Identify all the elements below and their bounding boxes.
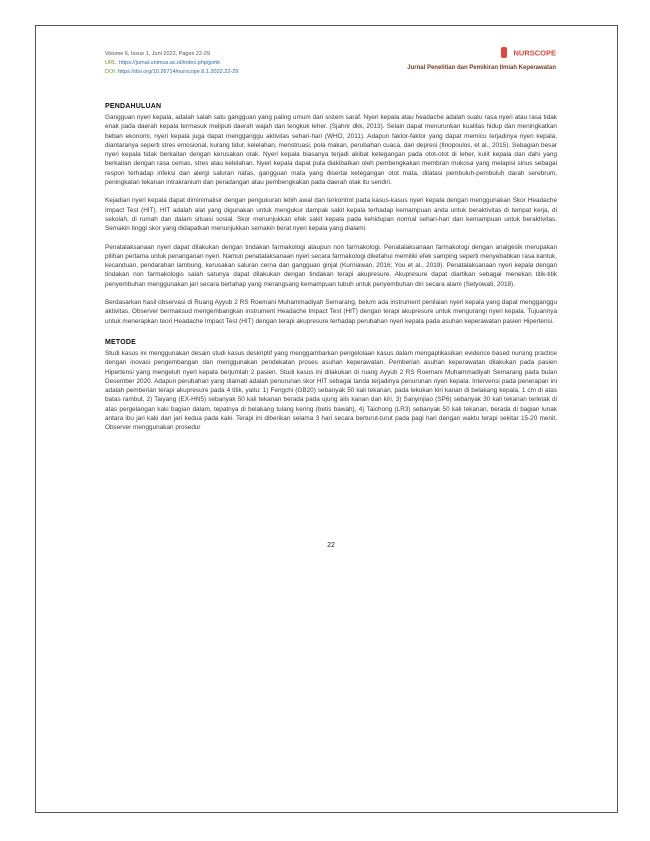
- article-body: [105, 103, 557, 549]
- journal-url-link[interactable]: https://jurnal.unimus.ac.id/index.php/jpmk: [119, 60, 220, 66]
- journal-logo: [346, 44, 556, 62]
- page-number: 22: [327, 542, 335, 549]
- nurscope-logo-icon: [501, 47, 507, 58]
- doi-link[interactable]: https://doi.org/10.26714/nurscope.6.1.2022.22-29: [117, 69, 239, 75]
- paragraph: Berdasarkan hasil observasi di Ruang Ayyub 2 RS Roemani Muhammadiyah Semarang, belum ada instrument penilaian nyeri kepala yang dapat mengganggu aktivitas. Observer bermaksud mengembangkan instrument Headache Impact Test (HIT) dengan terapi akupresure untuk mengurangi nyeri kepala. Tujuannya untuk menerapkan teori Headache Impact Test (HIT) dengan terapi akupresure terhadap perubahan nyeri kepala pada asuhan keperawatan pasien Hipertensi.: [105, 299, 557, 325]
- paragraph: Penatalaksanaan nyeri dapat dilakukan dengan tindakan farmakologi ataupun non farmakologi. Penatalaksanaan farmakologi dengan analgesik merupakan pilihan pertama untuk penanganan nyeri. Namun penatalaksanaan nyeri secara farmakologi diketahui memiliki efek samping seperti menyebabkan rasa kantuk, kecanduan, pendarahan lambung, kerusakan saluran cerna dan gangguan ginjal (Kurniawan, 2016; You et al., 2019). Penatalaksanaan nyeri kepala dengan tindakan non farmakologis salah satunya dapat dilakukan dengan tindakan terapi akupresure. Akupresure dapat diartikan sebagai menekan titik-titik penyembuhan menggunakan jari secara bertahap yang merangsang kemampuan tubuh untuk penyembuhan diri secara alami (Setyowati, 2018).: [105, 243, 557, 288]
- section-heading-pendahuluan: PENDAHULUAN: [105, 103, 162, 110]
- document-page: [35, 25, 618, 813]
- section-heading-metode: METODE: [105, 338, 137, 346]
- journal-name: Jurnal Penelitian dan Pemikiran Ilmiah Keperawatan: [407, 65, 556, 71]
- url-line: [105, 59, 335, 68]
- journal-branding: [346, 44, 556, 71]
- volume-info: Volume 6, Issue 1, Juni 2022, Pages 22-29: [105, 51, 210, 57]
- paragraph: Gangguan nyeri kepala, adalah salah satu gangguan yang paling umum dari sistem saraf. Nyeri kepala atau headache adalah suatu rasa nyeri atau rasa tidak enak pada daerah kepala termasuk meliputi daerah wajah dan tengkuk leher. (Sjahrir dkk, 2013). Selain dapat menurunkan kualitas hidup dan meningkatkan beban ekonomi, nyeri kepala juga dapat mengganggu aktivitas sehari-hari (WHO, 2011). Adapun faktor-faktor yang dapat memicu terjadinya nyeri kepala, diantaranya seperti stres emosional, kurang tidur, kelelahan, menstruasi, pola makan, perubahan cuaca, dan depresi (Ilnopoulos, et al., 2015). Sebagian besar nyeri kepala tidak berkaitan dengan kerusakan otak. Nyeri kepala biasanya terjadi akibat ketegangan pada otot-otot di leher, kulit kepala dan dahi yang berkaitan dengan rasa cemas, stres atau kelelahan. Nyeri kepala dapat pula diakibatkan oleh pembengkakan membran mukosa yang melapisi sinus sebagai respon terhadap infeksi dan alergi saluran nafas, gangguan mata yang disertai ketegangan otot mata, dilatasi pembuluh-pembuluh darah serebrum, peningkatan tekanan intrakranium dan peradangan atau pembengkakan pada daerah otak itu sendiri.: [105, 114, 557, 187]
- paragraph: Kejadian nyeri kepala dapat diminimalisir dengan pengukuran lebih awal dan terkontrol pada kasus-kasus nyeri kepala dengan menggunakan Skor Headache Impact Test (HIT). HIT adalah alat yang digunakan untuk mengukur dampak sakit kepala terhadap kemampuan anda untuk beraktivitas di tempat kerja, di sekolah, di rumah dan dalam situasi sosial. Skor menunjukkan efek sakit kepala pada kehidupan normal sehari-hari dan kemampuan untuk beraktivitas. Semakin tinggi skor yang didapatkan menunjukkan semakin berat nyeri kepala yang dialami.: [105, 197, 557, 233]
- doi-line: [105, 68, 335, 77]
- doi-label: DOI:: [105, 69, 117, 75]
- logo-text: NURSCOPE: [513, 48, 556, 58]
- url-label: URL:: [105, 60, 118, 66]
- article-meta: [105, 50, 335, 77]
- paragraph: Studi kasus ini menggunakan desain studi kasus deskriptif yang menggambarkan pengelolaan kasus dalam mengaplikasikan evidence based nursing practice dengan inovasi pengembangan dan menggunakan pendekatan proses asuhan keperawatan. Pemberian asuhan keperawatan dilakukan pada pasien Hipertensi yang mengeluh nyeri kepala berjumlah 2 pasien. Studi kasus ini dilakukan di ruang Ayyub 2 RS Roemani Muhammadiyah Semarang pada bulan Desember 2020. Adapun perubahan yang diamati adalah penurunan skor HIT sebagai tanda terjadinya penurunan nyeri kepala. Intervensi pada penerapan ini adalah pemberian terapi akupresure pada 4 titik, yaitu: 1) Fengchi (GB20) sebanyak 50 kali tekanan, pada lekukan kiri kanan di belakang kepala, 1 cm di atas batas rambut, 2) Taiyang (EX-HN5) sebanyak 50 kali tekanan berada pada ujung alis kanan dan kiri, 3) Sanyinjiao (SP6) sebanyak 30 kali tekanan terletak di atas pergelangan kaki bagian dalam, tepatnya di belakang tulang kering (betis bawah), 4) Taichong (LR3) sebanyak 50 kali tekanan, berada di bagian lunak antara ibu jari kaki dan jari kedua pada kaki. Terapi ini diberikan selama 3 hari secara berturut-turut pada pagi hari dengan waktu terapi sekitar 15-20 menit. Observer menggunakan prosedur: [105, 349, 557, 432]
